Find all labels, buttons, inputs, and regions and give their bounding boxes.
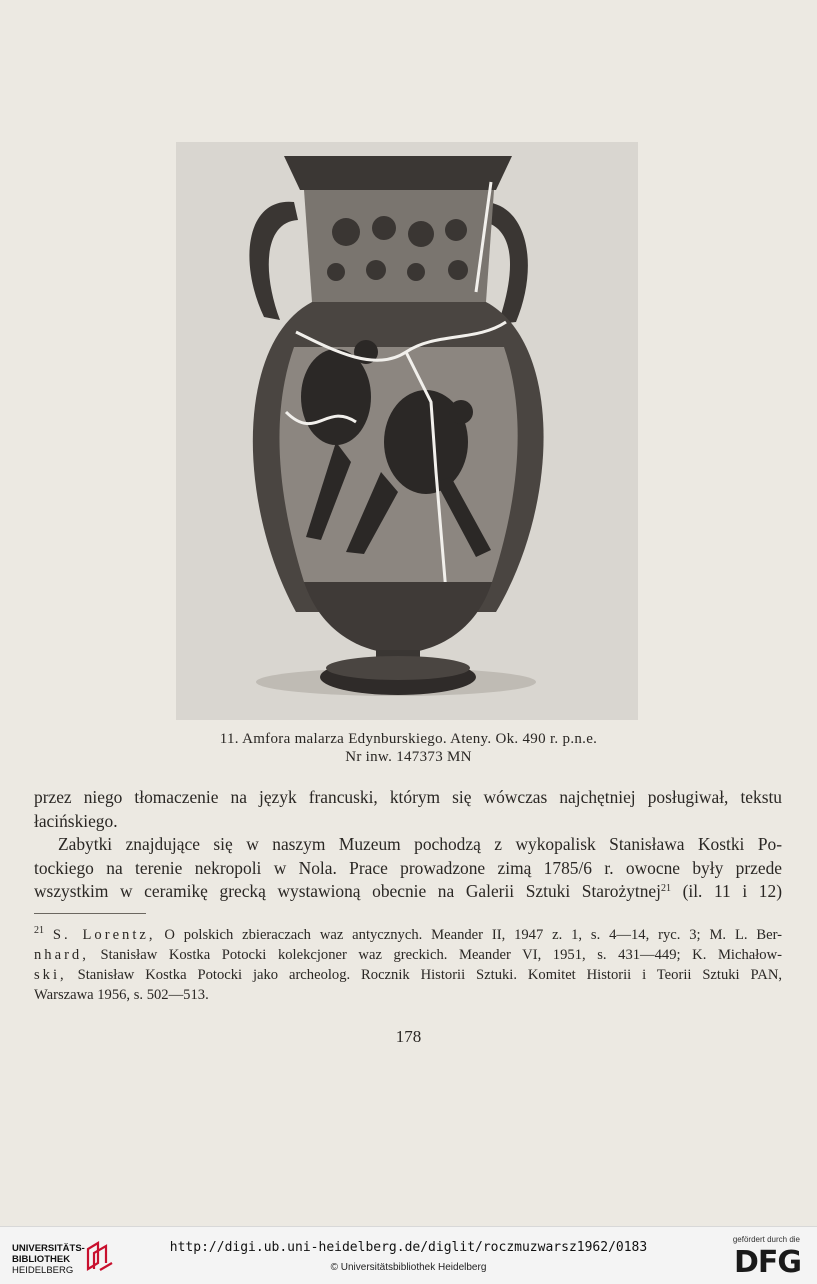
footnote-line <box>34 925 782 945</box>
amphora-photograph <box>176 142 638 720</box>
text-line: tockiego na terenie nekropoli w Nola. Prace prowadzone zimą 1785/6 r. owocne były przede <box>34 857 782 878</box>
text-line: przez niego tłomaczenie na język francuski, którym się wówczas najchętniej posługiwał, tekstu <box>34 787 782 807</box>
footnote-divider <box>34 913 146 914</box>
library-line: BIBLIOTHEK <box>12 1254 71 1265</box>
dfg-logo[interactable]: DFG <box>733 1245 801 1280</box>
text-fragment: (il. 11 i 12) <box>682 881 782 901</box>
footnote-line: Warszawa 1956, s. 502—513. <box>34 987 209 1003</box>
footnote-number: 21 <box>34 925 44 936</box>
text-line-with-ref <box>34 880 782 904</box>
amphora-image <box>176 142 638 720</box>
caption-line-title: 11. Amfora malarza Edynburskiego. Ateny. Ok. 490 r. p.n.e. <box>219 731 598 747</box>
footnote-author: S. Lorentz, <box>52 927 156 943</box>
library-line: HEIDELBERG <box>12 1265 74 1276</box>
funder-label: gefördert durch die <box>732 1235 800 1244</box>
footnote-line <box>34 965 782 985</box>
footnote-line <box>34 945 782 965</box>
caption-line-inventory: Nr inw. 147373 MN <box>345 749 472 765</box>
library-line: UNIVERSITÄTS- <box>12 1243 85 1254</box>
footnote-author: nhard, <box>34 947 89 963</box>
text-line: łacińskiego. <box>34 810 118 831</box>
footnote-reference: 21 <box>660 883 671 894</box>
figure-caption <box>150 730 667 766</box>
main-text <box>34 786 782 904</box>
footnote-text: Stanisław Kostka Potocki kolekcjoner waz greckich. Meander VI, 1951, s. 431—449; K. Michałow- <box>100 947 782 963</box>
text-line: Zabytki znajdujące się w naszym Muzeum pochodzą z wykopalisk Stanisława Kostki Po- <box>58 834 782 854</box>
page-number: 178 <box>395 1027 422 1046</box>
text-fragment: wszystkim w ceramikę grecką wystawioną obecnie na Galerii Sztuki Starożytnej <box>34 881 661 901</box>
footnote-text: Stanisław Kostka Potocki jako archeolog. Rocznik Historii Sztuki. Komitet Historii i Teorii Sztuki PAN, <box>77 967 783 983</box>
footnote <box>34 925 782 1005</box>
copyright-notice: © Universitätsbibliothek Heidelberg <box>330 1262 487 1273</box>
viewer-footer-bar <box>0 1226 817 1284</box>
permalink-url[interactable]: http://digi.ub.uni-heidelberg.de/diglit/roczmuzwarsz1962/0183 <box>169 1240 648 1255</box>
footnote-author: ski, <box>34 967 67 983</box>
footnote-text: O polskich zbieraczach waz antycznych. Meander II, 1947 z. 1, s. 4—14, ryc. 3; M. L. Ber- <box>164 927 783 943</box>
